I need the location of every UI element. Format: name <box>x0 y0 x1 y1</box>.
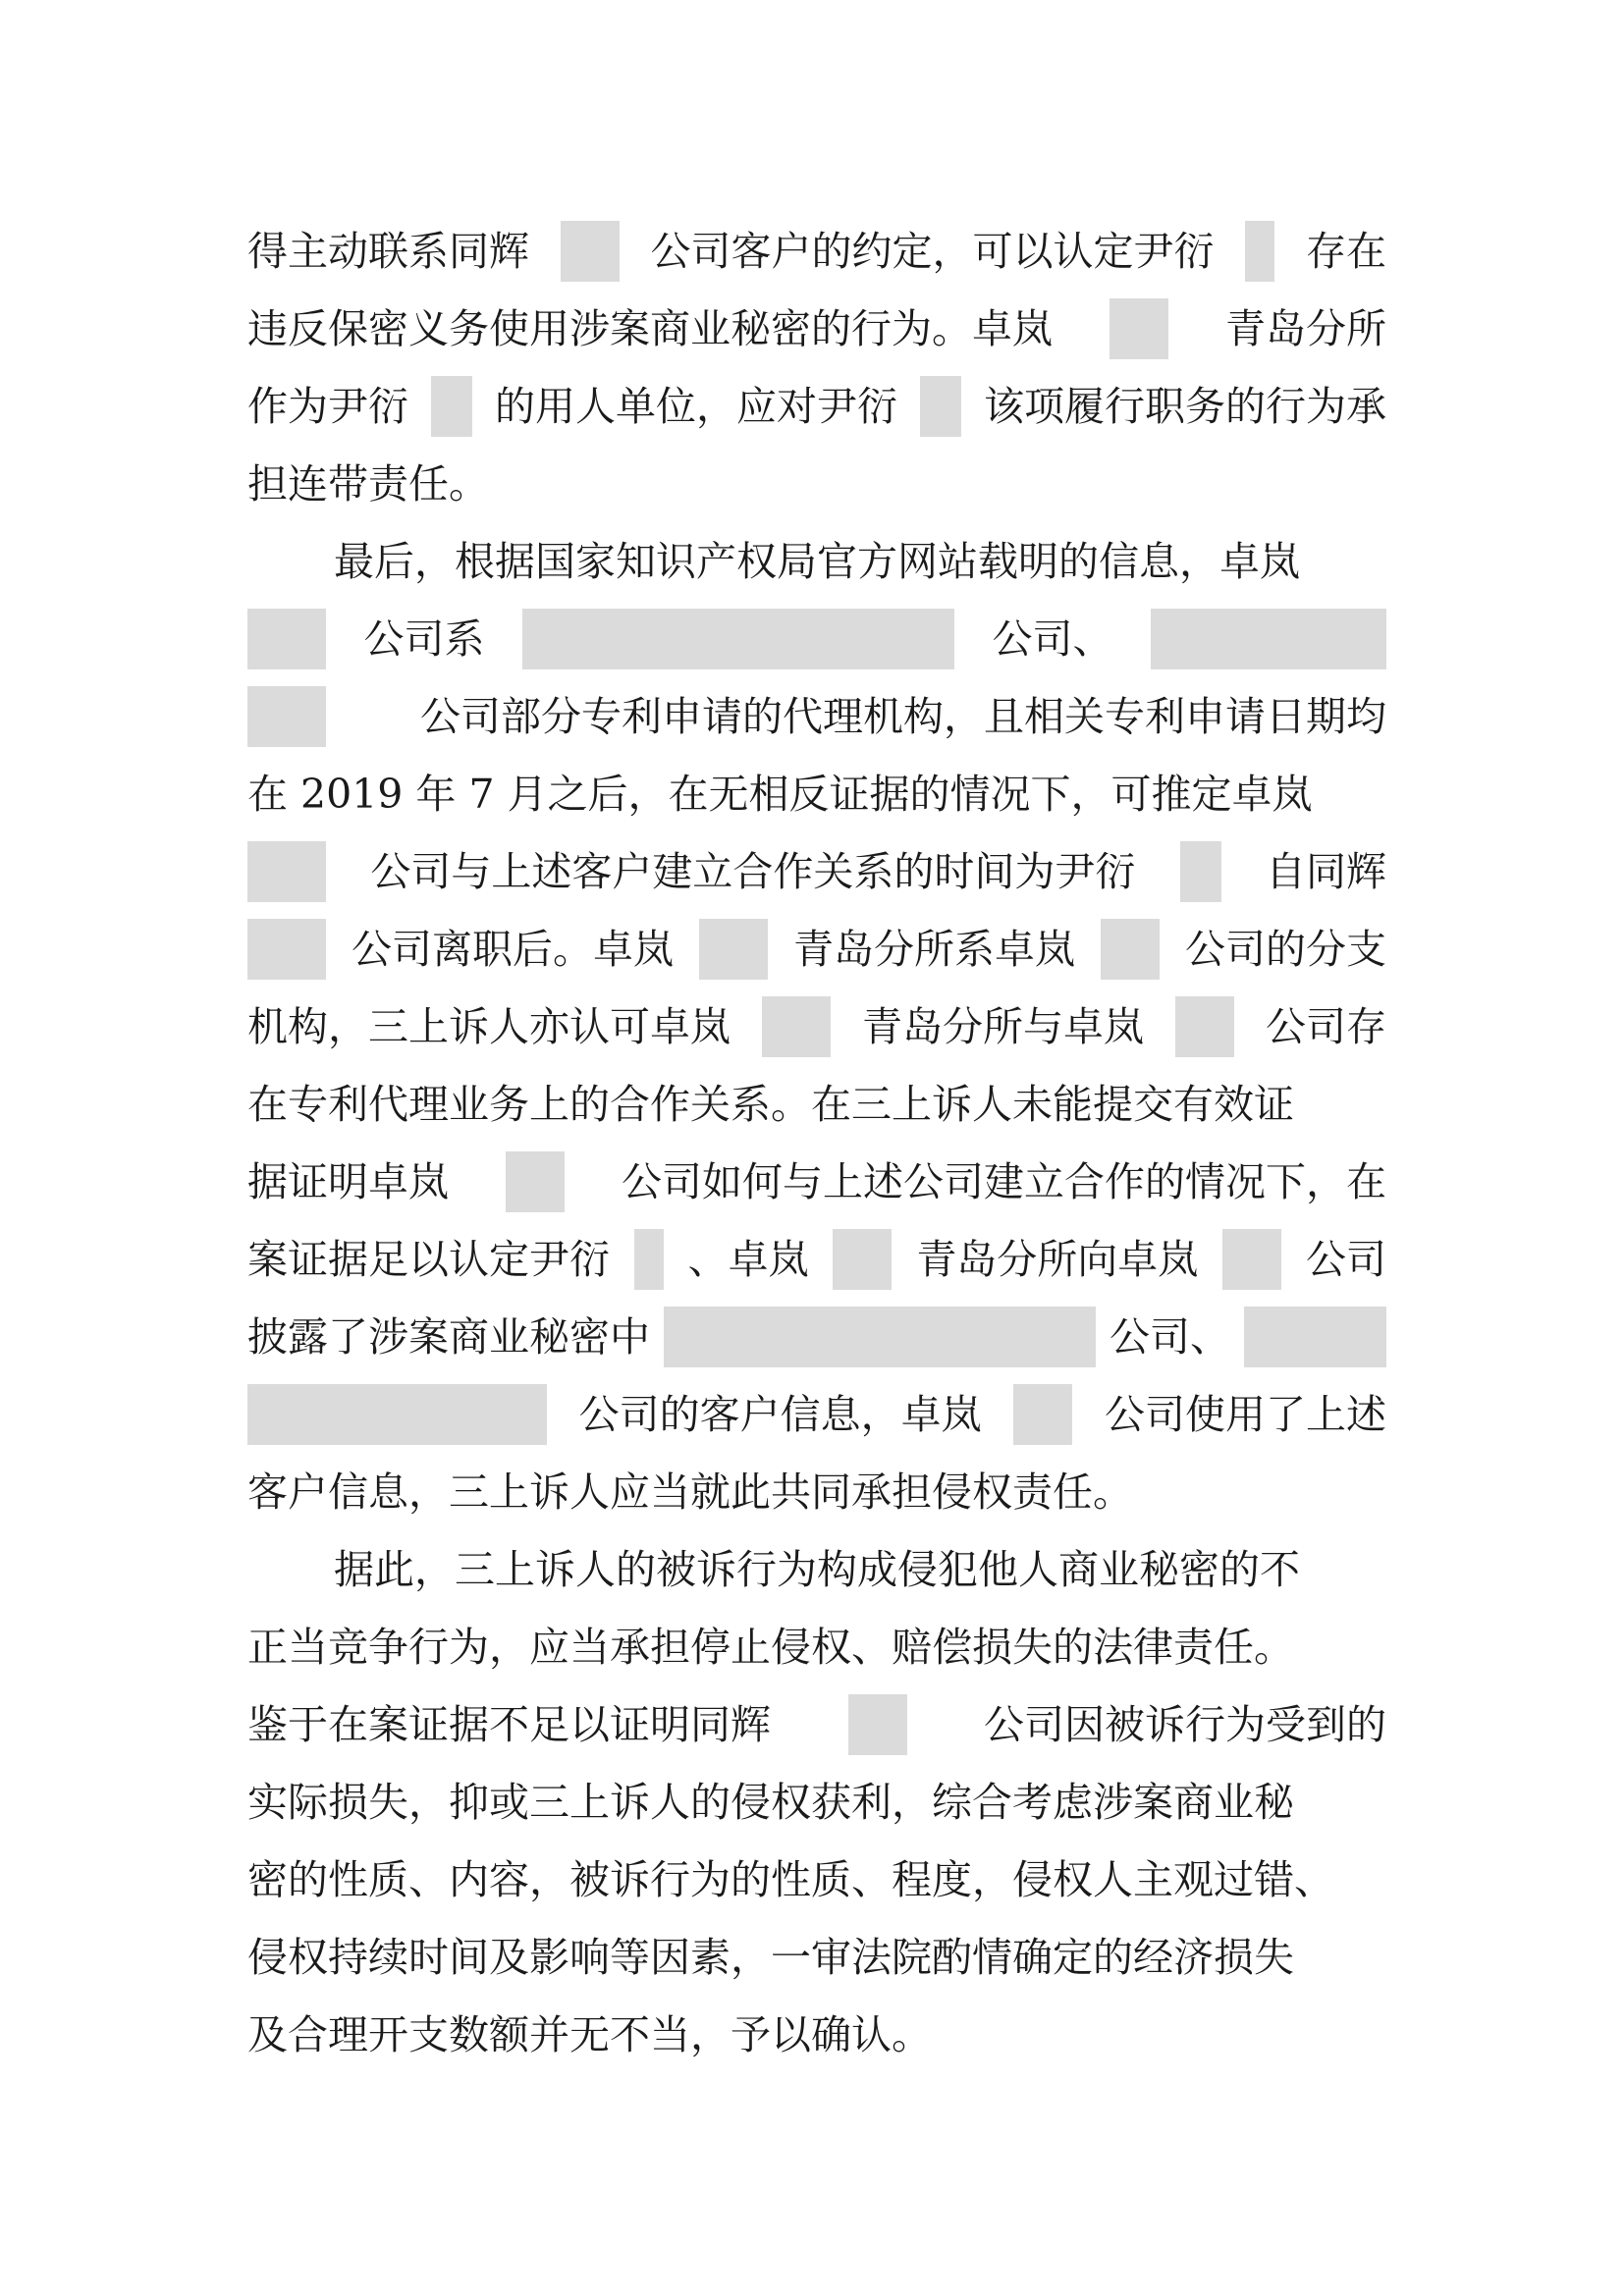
redaction-block <box>762 996 831 1057</box>
text-segment: 侵权持续时间及影响等因素，一审法院酌情确定的经济损失 <box>247 1933 1294 1981</box>
text-segment: 公司如何与上述公司建立合作的情况下，在 <box>622 1157 1386 1205</box>
text-segment: 青岛分所与卓岚 <box>862 1002 1144 1050</box>
redaction-block <box>833 1229 892 1290</box>
text-line <box>247 755 1386 832</box>
text-segment: 公司离职后。卓岚 <box>352 925 674 973</box>
text-segment: 公司的分支 <box>1185 925 1386 973</box>
text-segment: 实际损失，抑或三上诉人的侵权获利，综合考虑涉案商业秘 <box>247 1778 1294 1826</box>
text-segment: 自同辉 <box>1265 847 1386 895</box>
text-line <box>247 1143 1386 1220</box>
redaction-block <box>247 1384 547 1445</box>
text-segment: 机构，三上诉人亦认可卓岚 <box>247 1002 731 1050</box>
text-line <box>247 1996 1386 2073</box>
text-segment: 案证据足以认定尹衍 <box>247 1235 610 1283</box>
redaction-block <box>920 376 961 437</box>
redaction-block <box>247 919 326 980</box>
text-line <box>247 988 1386 1065</box>
text-segment: 公司部分专利申请的代理机构，且相关专利申请日期均 <box>420 692 1386 740</box>
redaction-block <box>247 841 326 902</box>
text-segment: 及合理开支数额并无不当，予以确认。 <box>247 2010 932 2058</box>
redaction-block <box>431 376 472 437</box>
text-segment: 担连带责任。 <box>247 459 489 507</box>
redaction-block <box>1110 298 1168 359</box>
text-segment: 青岛分所 <box>1225 304 1386 352</box>
text-segment: 公司的客户信息，卓岚 <box>578 1390 982 1438</box>
text-segment: 公司与上述客户建立合作关系的时间为尹衍 <box>370 847 1136 895</box>
text-line <box>247 445 1386 522</box>
text-line <box>247 600 1386 677</box>
text-segment: 公司存 <box>1266 1002 1386 1050</box>
text-line <box>247 1608 1386 1685</box>
redaction-block <box>848 1694 907 1755</box>
text-segment: 得主动联系同辉 <box>247 227 529 275</box>
text-segment: 公司客户的约定，可以认定尹衍 <box>650 227 1215 275</box>
text-line <box>247 367 1386 445</box>
redaction-block <box>1175 996 1234 1057</box>
text-line <box>247 1918 1386 1996</box>
redaction-block <box>1101 919 1160 980</box>
text-segment: 青岛分所系卓岚 <box>793 925 1075 973</box>
text-line <box>247 1685 1386 1763</box>
text-segment: 公司 <box>1305 1235 1386 1283</box>
text-line <box>247 522 1386 600</box>
text-segment: 最后，根据国家知识产权局官方网站载明的信息，卓岚 <box>334 537 1300 585</box>
text-line <box>247 1220 1386 1298</box>
text-segment: 公司、 <box>992 614 1113 663</box>
text-line <box>247 212 1386 290</box>
text-segment: 鉴于在案证据不足以证明同辉 <box>247 1700 771 1748</box>
redaction-block <box>1244 1307 1386 1367</box>
text-line <box>247 1841 1386 1918</box>
text-segment: 客户信息，三上诉人应当就此共同承担侵权责任。 <box>247 1468 1133 1516</box>
text-segment: 披露了涉案商业秘密中 <box>247 1312 650 1361</box>
redaction-block <box>1151 609 1386 669</box>
redaction-block <box>247 609 326 669</box>
redaction-block <box>506 1151 565 1212</box>
text-line <box>247 1065 1386 1143</box>
text-line <box>247 910 1386 988</box>
text-line <box>247 677 1386 755</box>
redaction-block <box>1245 221 1274 282</box>
text-segment: 存在 <box>1306 227 1386 275</box>
text-segment: 、卓岚 <box>687 1235 809 1283</box>
judgment-text <box>247 212 1386 2073</box>
redaction-block <box>247 686 326 747</box>
redaction-block <box>1013 1384 1072 1445</box>
text-line <box>247 1763 1386 1841</box>
text-segment: 青岛分所向卓岚 <box>916 1235 1199 1283</box>
text-line <box>247 1530 1386 1608</box>
text-segment: 正当竞争行为，应当承担停止侵权、赔偿损失的法律责任。 <box>247 1623 1294 1671</box>
text-segment: 据证明卓岚 <box>247 1157 449 1205</box>
text-line <box>247 290 1386 367</box>
redaction-block <box>664 1307 1096 1367</box>
text-segment: 密的性质、内容，被诉行为的性质、程度，侵权人主观过错、 <box>247 1855 1334 1903</box>
text-segment: 的用人单位，应对尹衍 <box>495 382 897 430</box>
redaction-block <box>1222 1229 1281 1290</box>
text-segment: 作为尹衍 <box>247 382 408 430</box>
text-segment: 公司系 <box>363 614 485 663</box>
text-segment: 在 2019 年 7 月之后，在无相反证据的情况下，可推定卓岚 <box>247 770 1313 818</box>
redaction-block <box>634 1229 664 1290</box>
redaction-block <box>1180 841 1221 902</box>
text-segment: 公司因被诉行为受到的 <box>984 1700 1386 1748</box>
text-line <box>247 1453 1386 1530</box>
text-segment: 违反保密义务使用涉案商业秘密的行为。卓岚 <box>247 304 1053 352</box>
redaction-block <box>561 221 620 282</box>
redaction-block <box>522 609 954 669</box>
text-segment: 公司使用了上述 <box>1104 1390 1386 1438</box>
text-segment: 公司、 <box>1110 1312 1230 1361</box>
text-segment: 该项履行职务的行为承 <box>984 382 1386 430</box>
text-line <box>247 1375 1386 1453</box>
text-line <box>247 832 1386 910</box>
redaction-block <box>699 919 768 980</box>
text-line <box>247 1298 1386 1375</box>
text-segment: 据此，三上诉人的被诉行为构成侵犯他人商业秘密的不 <box>334 1545 1300 1593</box>
text-segment: 在专利代理业务上的合作关系。在三上诉人未能提交有效证 <box>247 1080 1294 1128</box>
